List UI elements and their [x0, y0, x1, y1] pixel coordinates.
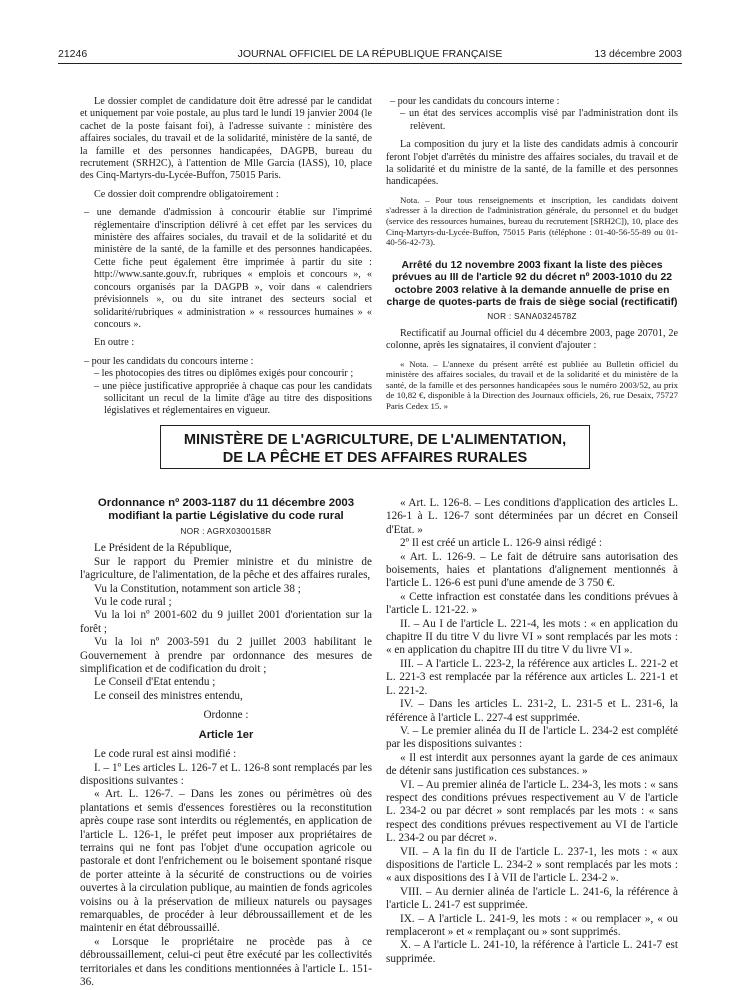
- journal-title: JOURNAL OFFICIEL DE LA RÉPUBLIQUE FRANÇAISE: [237, 48, 503, 60]
- paragraph: « Art. L. 126-7. – Dans les zones ou périmètres où des plantations et semis d'essences forestières ou la reconstitution après coupe rase sont interdits ou réglementés, en application de l'article L. 126-1, le préfet peut imposer aux propriétaires de terrains qui ne font pas l'objet d'une occupation agricole ou pastorale et dont l'enfrichement ou le boisement spontané risque de porter atteinte à la sécurité de constructions ou de voiries ouvertes à la circulation publique, au maintien de fonds agricoles voisins ou à la préservation de milieux naturels ou paysages remarquables, de procéder à leur débroussaillement et de les maintenir en état débroussaillé.: [80, 788, 372, 935]
- paragraph: I. – 1º Les articles L. 126-7 et L. 126-8 sont remplacés par les dispositions suivantes :: [80, 761, 372, 787]
- arrete-title: Arrêté du 12 novembre 2003 fixant la liste des pièces prévues au III de l'article 92 du décret nº 2003-1010 du 22 octobre 2003 relative à la demande annuelle de prise en charge de quotes-parts de frais de siège social (rectificatif): [386, 259, 678, 309]
- paragraph: Le conseil des ministres entendu,: [94, 689, 243, 702]
- paragraph: « Art. L. 126-9. – Le fait de détruire sans autorisation des boisements, haies et plantations d'alignement mentionnés à l'article L. 126-6 est puni d'une amende de 3 750 €.: [386, 550, 678, 590]
- ministry-line-2: DE LA PÊCHE ET DES AFFAIRES RURALES: [222, 450, 528, 466]
- page-number: 21246: [58, 48, 88, 60]
- top-right-column: [386, 96, 678, 412]
- paragraph: V. – Le premier alinéa du II de l'article L. 234-2 est complété par les dispositions suivantes :: [386, 724, 678, 751]
- ordonne-heading: Ordonne :: [203, 709, 249, 722]
- paragraph: IV. – Dans les articles L. 231-2, L. 231-5 et L. 231-6, la référence à l'article L. 227-4 est supprimée.: [386, 698, 678, 724]
- paragraph: Vu la loi nº 2001-602 du 9 juillet 2001 d'orientation sur la forêt ;: [80, 609, 372, 635]
- article-1-heading: Article 1er: [198, 728, 254, 741]
- nota: Nota. – Pour tous renseignements et inscription, les candidats doivent s'adresser à la direction de l'administration générale, du personnel et du budget (service des ressources humaines, bureau du recrutement [SRH2C]), 10, place des Cinq-Martyrs-du-Lycée-Buffon, 75015 Paris (téléphone : 01-40-56-55-89 ou 01-40-56-42-73).: [386, 194, 678, 248]
- list-item: – pour les candidats du concours interne :: [390, 96, 560, 107]
- page-header: [58, 47, 682, 64]
- paragraph: La composition du jury et la liste des candidats admis à concourir feront l'objet d'arrêtés du ministre des affaires sociales, du travail et de la solidarité et du ministre de la santé, de la famille et des personnes handicapées.: [386, 139, 678, 188]
- ordonnance-right-column: [386, 497, 678, 966]
- list-item: – un état des services accomplis visé par l'administration dont ils relèvent.: [400, 108, 678, 132]
- paragraph: Sur le rapport du Premier ministre et du ministre de l'agriculture, de l'alimentation, de la pêche et des affaires rurales,: [80, 555, 372, 582]
- top-left-column: [80, 96, 372, 418]
- list-item: – une pièce justificative appropriée à chaque cas pour les candidats sollicitant un recul de la limite d'âge au titre des dispositions législatives et réglementaires en vigueur.: [94, 380, 372, 417]
- paragraph: « Il est interdit aux personnes ayant la garde de ces animaux de détenir sans justification ces substances. »: [386, 751, 678, 778]
- list-item: – pour les candidats du concours interne :: [84, 355, 254, 367]
- nota: « Nota. – L'annexe du présent arrêté est publiée au Bulletin officiel du ministère des affaires sociales, du travail et de la solidarité et du ministère de la santé, de la famille et des personnes handicapées sous le numéro 2003/52, au prix de 10,82 €, disponible à la Direction des Journaux officiels, 26, rue Desaix, 75727 Paris Cedex 15. »: [386, 358, 678, 412]
- paragraph: X. – A l'article L. 241-10, la référence à l'article L. 241-7 est supprimée.: [386, 939, 678, 965]
- ordonnance-left-column: [80, 497, 372, 989]
- paragraph: Ce dossier doit comprendre obligatoirement :: [94, 188, 279, 200]
- paragraph: Vu la Constitution, notamment son article 38 ;: [94, 582, 301, 595]
- paragraph: VIII. – Au dernier alinéa de l'article L. 241-6, la référence à l'article L. 241-7 est supprimée.: [386, 885, 678, 912]
- paragraph: IX. – A l'article L. 241-9, les mots : « ou remplacer », « ou remplaceront » et « remplaçant ou » sont supprimés.: [386, 912, 678, 938]
- list-item: – les photocopies des titres ou diplômes exigés pour concourir ;: [94, 368, 354, 380]
- list-item: – une demande d'admission à concourir établie sur l'imprimé réglementaire d'inscription délivré à cet effet par les services du ministère des affaires sociales, du travail et de la solidarité et du ministère de la santé, de la famille et des personnes handicapées. Cette fiche peut également être imprimée à partir du site : http://www.sante.gouv.fr, rubriques « emplois et concours », « concours organisés par la DAGPB », voir dans « calendriers prévisionnels », ou du site intranet des secteurs social et solidarité/rubriques « administration » « ressources humaines » « concours ».: [84, 207, 372, 330]
- paragraph: Vu le code rural ;: [94, 596, 172, 609]
- paragraph: Le Conseil d'Etat entendu ;: [94, 676, 216, 689]
- ministry-line-1: MINISTÈRE DE L'AGRICULTURE, DE L'ALIMENTATION,: [183, 432, 567, 448]
- paragraph: Vu la loi nº 2003-591 du 2 juillet 2003 habilitant le Gouvernement à prendre par ordonnance des mesures de simplification et de codification du droit ;: [80, 636, 372, 676]
- paragraph: 2º Il est créé un article L. 126-9 ainsi rédigé :: [400, 537, 602, 550]
- issue-date: 13 décembre 2003: [594, 48, 682, 60]
- paragraph: Le dossier complet de candidature doit être adressé par le candidat et uniquement par voie postale, au plus tard le lundi 19 janvier 2004 (le cachet de la poste faisant foi), à l'adresse suivante : ministère des affaires sociales, du travail et de la solidarité, ministère de la santé, de la famille et des personnes handicapées, DAGPB, bureau du recrutement (SRH2C), à l'attention de Mlle Garcia (IASS), 10, place des Cinq-Martyrs-du-Lycée-Buffon, 75015 Paris.: [80, 96, 372, 182]
- paragraph: Le Président de la République,: [94, 542, 232, 555]
- paragraph: III. – A l'article L. 223-2, la référence aux articles L. 221-2 et L. 221-3 est remplacée par la référence aux articles L. 221-1 et L. 221-2.: [386, 657, 678, 697]
- paragraph: « Lorsque le propriétaire ne procède pas à ce débroussaillement, celui-ci peut être exécuté par les collectivités territoriales et dans les conditions mentionnées à l'article L. 151-36.: [80, 935, 372, 988]
- rectificatif: Rectificatif au Journal officiel du 4 décembre 2003, page 20701, 2e colonne, après les signataires, il convient d'ajouter :: [386, 327, 678, 352]
- paragraph: « Art. L. 126-8. – Les conditions d'application des articles L. 126-1 à L. 126-7 sont déterminées par un décret en Conseil d'Etat. »: [386, 497, 678, 536]
- paragraph: VI. – Au premier alinéa de l'article L. 234-3, les mots : « sans respect des conditions prévues respectivement au V de l'article L. 234-2 ou par décret » sont remplacés par les mots : « sans respect des conditions prévues respectivement au VI de l'article L. 234-2 ou par décret ».: [386, 778, 678, 845]
- paragraph: II. – Au I de l'article L. 221-4, les mots : « en application du chapitre II du titre V du livre VI » sont remplacés par les mots : « en application du chapitre III du titre V du livre VI ».: [386, 617, 678, 657]
- ministry-heading-box: [160, 425, 590, 469]
- arrete-nor: NOR : SANA0324578Z: [487, 312, 577, 322]
- paragraph: « Cette infraction est constatée dans les conditions prévues à l'article L. 121-22. »: [386, 590, 678, 617]
- ordonnance-nor: NOR : AGRX0300158R: [180, 527, 272, 536]
- paragraph: Le code rural est ainsi modifié :: [94, 748, 237, 761]
- ordonnance-title: Ordonnance nº 2003-1187 du 11 décembre 2003 modifiant la partie Législative du code rural: [97, 497, 355, 522]
- paragraph: En outre :: [94, 337, 135, 349]
- paragraph: VII. – A la fin du II de l'article L. 237-1, les mots : « aux dispositions de l'article L. 234-2 » sont remplacés par les mots : « aux dispositions des I à VII de l'article L. 234-2 ».: [386, 845, 678, 885]
